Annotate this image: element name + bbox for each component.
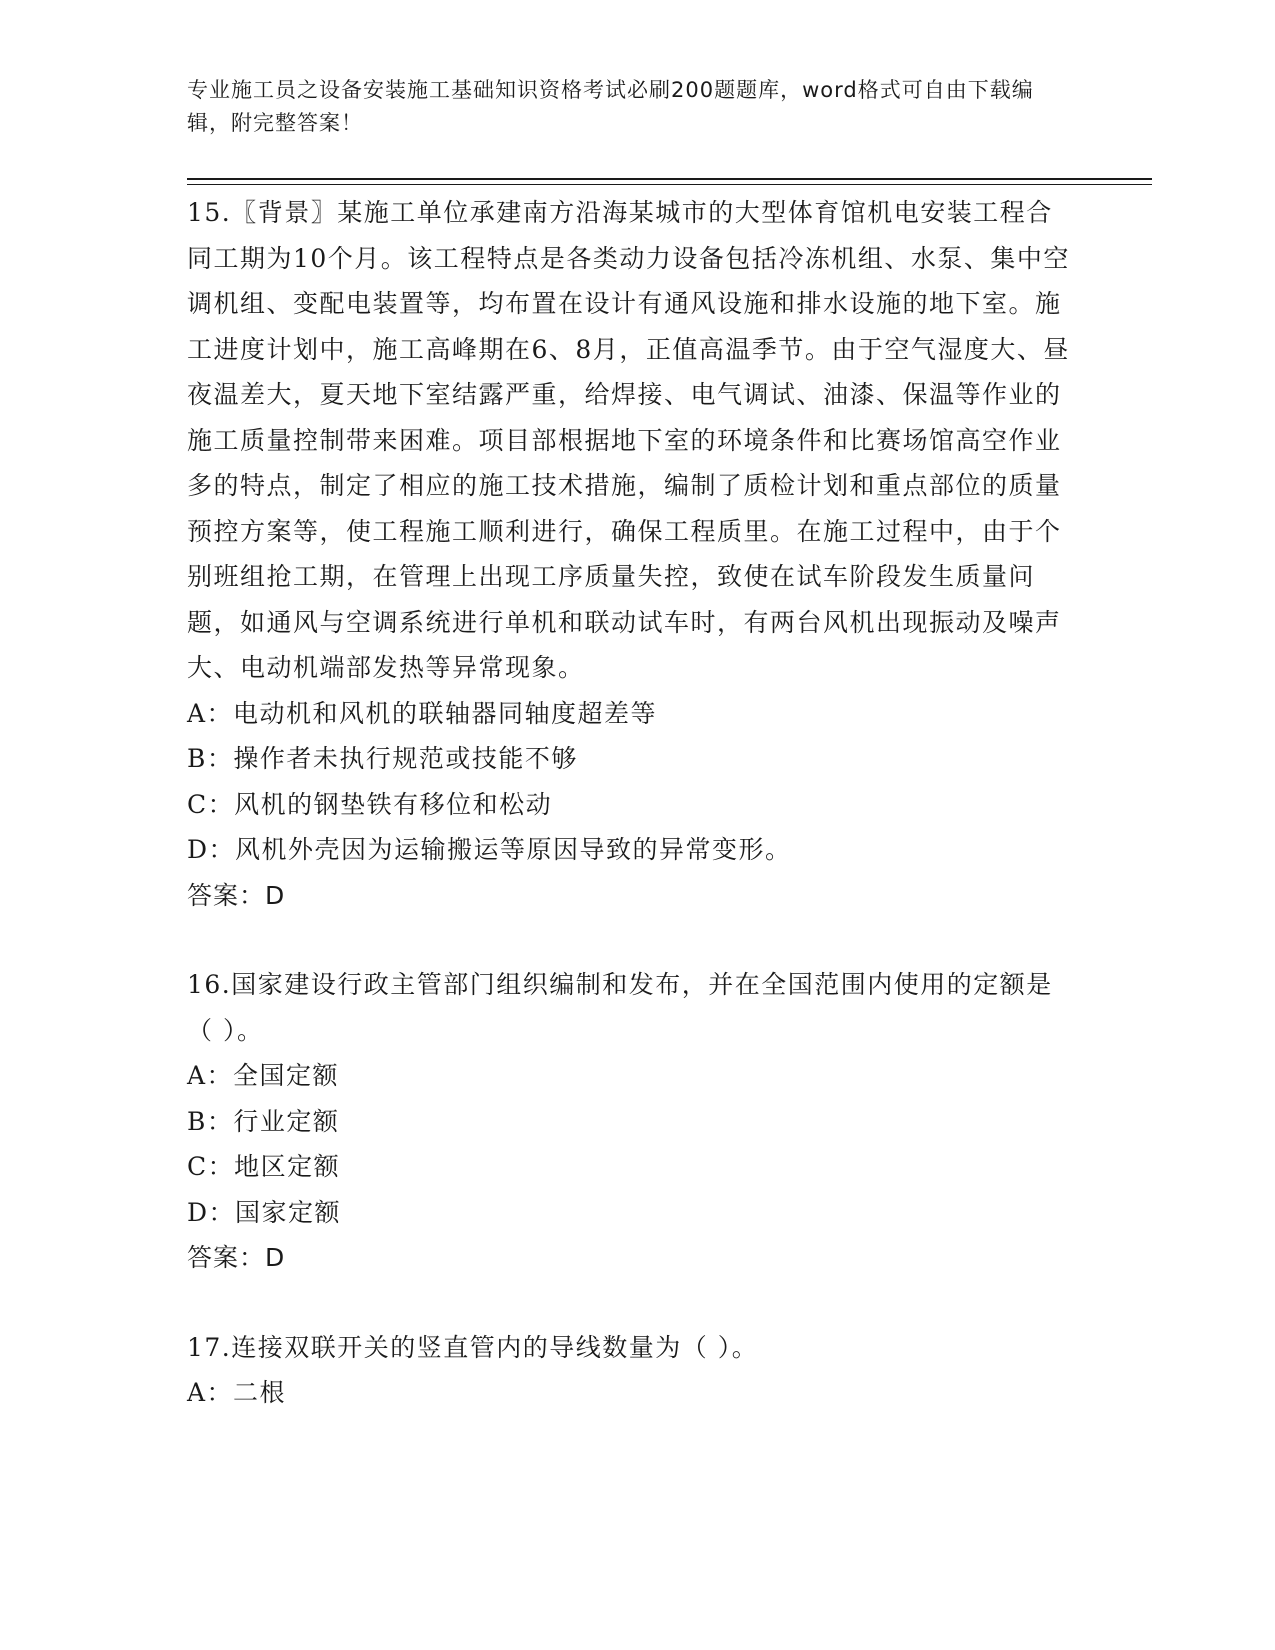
option-b: B：操作者未执行规范或技能不够 [187,744,578,773]
document-header: 专业施工员之设备安装施工基础知识资格考试必刷200题题库，word格式可自由下载编辑，附完整答案！ [187,78,1034,135]
option-a: A：全国定额 [187,1061,340,1090]
answer-line: 答案：D [187,1243,286,1272]
option-a: A：二根 [187,1378,287,1407]
question-16 [187,962,1072,1281]
answer-line: 答案：D [187,880,286,910]
header-divider-thin [187,184,1152,185]
question-stem: 17.连接双联开关的竖直管内的导线数量为（ ）。 [187,1332,759,1362]
question-17 [187,1325,1072,1416]
option-b: B：行业定额 [187,1106,340,1136]
option-c: C：地区定额 [187,1152,341,1181]
question-stem: 15.〖背景〗某施工单位承建南方沿海某城市的大型体育馆机电安装工程合同工期为10个月。该工程特点是各类动力设备包括冷冻机组、水泵、集中空调机组、变配电装置等，均布置在设计有通风设施和排水设施的地下室。施工进度计划中，施工高峰期在6、8月，正值高温季节。由于空气湿度大、昼夜温差大，夏天地下室结露严重，给焊接、电气调试、油漆、保温等作业的施工质量控制带来困难。项目部根据地下室的环境条件和比赛场馆高空作业多的特点，制定了相应的施工技术措施，编制了质检计划和重点部位的质量预控方案等，使工程施工顺利进行，确保工程质里。在施工过程中，由于个别班组抢工期，在管理上出现工序质量失控，致使在试车阶段发生质量问题，如通风与空调系统进行单机和联动试车时，有两台风机出现振动及噪声大、电动机端部发热等异常现象。 [187,198,1070,682]
question-15 [187,190,1072,918]
option-c: C：风机的钢垫铁有移位和松动 [187,789,553,819]
option-d: D：风机外壳因为运输搬运等原因导致的异常变形。 [187,835,792,864]
option-a: A：电动机和风机的联轴器同轴度超差等 [187,698,658,728]
option-d: D：国家定额 [187,1197,342,1227]
question-stem: 16.国家建设行政主管部门组织编制和发布，并在全国范围内使用的定额是（ ）。 [187,970,1053,1045]
question-list [187,190,1072,1460]
header-divider-thick [187,178,1152,180]
